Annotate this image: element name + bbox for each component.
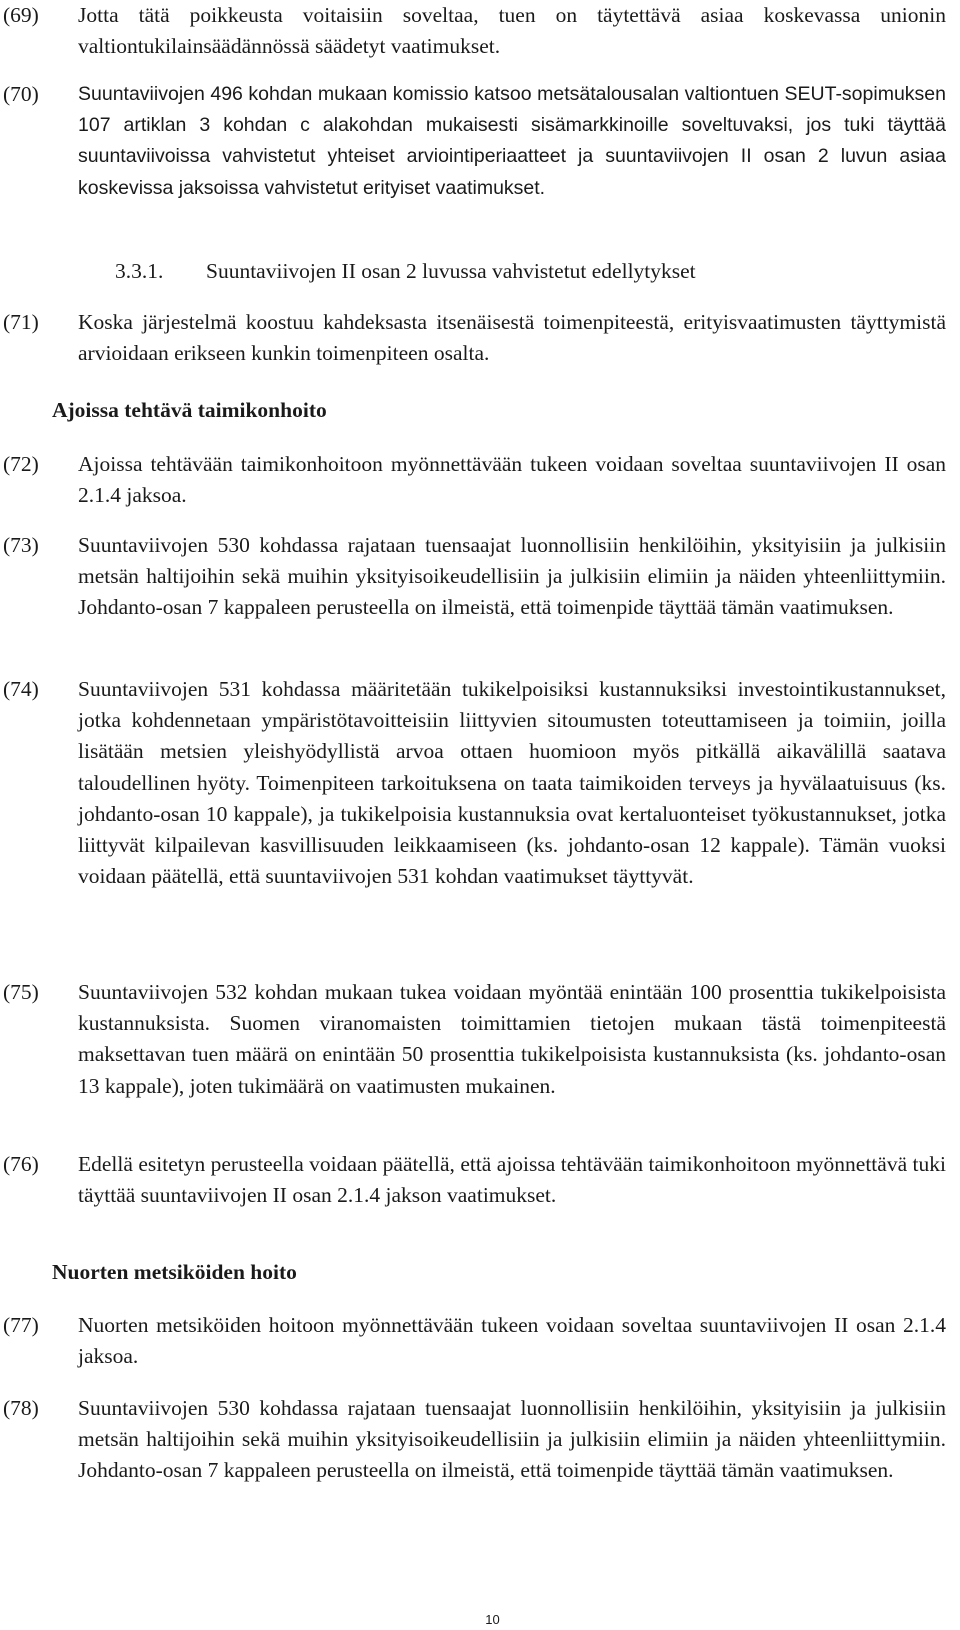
paragraph-number: (72) <box>3 452 39 476</box>
paragraph-number: (71) <box>3 310 39 334</box>
subsection-heading <box>115 256 935 286</box>
paragraph-number: (75) <box>3 980 39 1004</box>
paragraph-number: (70) <box>3 82 39 106</box>
paragraph-text: Suuntaviivojen 530 kohdassa rajataan tuensaajat luonnollisiin henkilöihin, yksityisiin ja julkisiin metsän haltijoihin sekä muihin yksityisoikeudellisiin ja julkisiin elimiin ja näiden yhteenliittymiin. Johdanto-osan 7 kappaleen perusteella on ilmeistä, että toimenpide täyttää tämän vaatimuksen. <box>78 533 946 620</box>
paragraph-77 <box>0 1310 946 1372</box>
paragraph-text: Suuntaviivojen 531 kohdassa määritetään tukikelpoisiksi kustannuksiksi investointikustannukset, jotka kohdennetaan ympäristötavoitteisiin liittyvien sitoumusten toteuttamiseen ja toimiin, joilla lisätään metsien yleishyödyllistä arvoa ottaen huomioon myös pitkällä aikavälillä saatava taloudellinen hyöty. Toimenpiteen tarkoituksena on taata taimikoiden terveys ja hyvälaatuisuus (ks. johdanto-osan 10 kappale), ja tukikelpoisia kustannuksia ovat kertaluonteiset työkustannukset, jotka liittyvät kilpailevan kasvillisuuden leikkaamiseen (ks. johdanto-osan 12 kappale). Tämän vuoksi voidaan päätellä, että suuntaviivojen 531 kohdan vaatimukset täyttyvät. <box>78 677 946 889</box>
paragraph-text: Suuntaviivojen 532 kohdan mukaan tukea voidaan myöntää enintään 100 prosenttia tukikelpoisista kustannuksista. Suomen viranomaisten toimittamien tietojen mukaan tästä toimenpiteestä maksettavan tuen määrä on enintään 50 prosenttia tukikelpoisista kustannuksista (ks. johdanto-osan 13 kappale), joten tukimäärä on vaatimusten mukainen. <box>78 980 946 1098</box>
subsection-number: 3.3.1. <box>115 259 164 283</box>
paragraph-text: Ajoissa tehtävään taimikonhoitoon myönnettävään tukeen voidaan soveltaa suuntaviivojen II osan 2.1.4 jaksoa. <box>78 452 946 508</box>
paragraph-75 <box>0 977 946 1102</box>
paragraph-70 <box>0 79 946 204</box>
paragraph-74 <box>0 674 946 892</box>
paragraph-76 <box>0 1149 946 1211</box>
paragraph-78 <box>0 1393 946 1487</box>
paragraph-number: (74) <box>3 677 39 701</box>
paragraph-text: Koska järjestelmä koostuu kahdeksasta itsenäisestä toimenpiteestä, erityisvaatimusten täyttymistä arvioidaan erikseen kunkin toimenpiteen osalta. <box>78 310 946 366</box>
section-heading-timely-care: Ajoissa tehtävä taimikonhoito <box>52 398 327 422</box>
paragraph-71 <box>0 307 946 369</box>
paragraph-text: Suuntaviivojen 496 kohdan mukaan komissio katsoo metsätalousalan valtiontuen SEUT-sopimuksen 107 artiklan 3 kohdan c alakohdan mukaisesti sisämarkkinoille soveltuvaksi, jos tuki täyttää suuntaviivoissa vahvistetut yhteiset arviointiperiaatteet ja suuntaviivojen II osan 2 luvun asiaa koskevissa jaksoissa vahvistetut erityiset vaatimukset. <box>78 83 946 199</box>
paragraph-text: Nuorten metsiköiden hoitoon myönnettävään tukeen voidaan soveltaa suuntaviivojen II osan 2.1.4 jaksoa. <box>78 1313 946 1369</box>
paragraph-number: (77) <box>3 1313 39 1337</box>
paragraph-72 <box>0 449 946 511</box>
paragraph-73 <box>0 530 946 624</box>
paragraph-number: (78) <box>3 1396 39 1420</box>
paragraph-number: (73) <box>3 533 39 557</box>
paragraph-69 <box>0 0 946 62</box>
paragraph-text: Edellä esitetyn perusteella voidaan päätellä, että ajoissa tehtävään taimikonhoitoon myönnettävä tuki täyttää suuntaviivojen II osan 2.1.4 jakson vaatimukset. <box>78 1152 946 1208</box>
paragraph-text: Jotta tätä poikkeusta voitaisiin soveltaa, tuen on täytettävä asiaa koskevassa unionin valtiontukilainsäädännössä säädetyt vaatimukset. <box>78 3 946 59</box>
section-heading-young-stands: Nuorten metsiköiden hoito <box>52 1260 297 1284</box>
paragraph-text: Suuntaviivojen 530 kohdassa rajataan tuensaajat luonnollisiin henkilöihin, yksityisiin ja julkisiin metsän haltijoihin sekä muihin yksityisoikeudellisiin ja julkisiin elimiin ja näiden yhteenliittymiin. Johdanto-osan 7 kappaleen perusteella on ilmeistä, että toimenpide täyttää tämän vaatimuksen. <box>78 1396 946 1483</box>
page-number: 10 <box>485 1612 500 1627</box>
paragraph-number: (69) <box>3 3 39 27</box>
subsection-title: Suuntaviivojen II osan 2 luvussa vahvistetut edellytykset <box>206 259 696 283</box>
paragraph-number: (76) <box>3 1152 39 1176</box>
